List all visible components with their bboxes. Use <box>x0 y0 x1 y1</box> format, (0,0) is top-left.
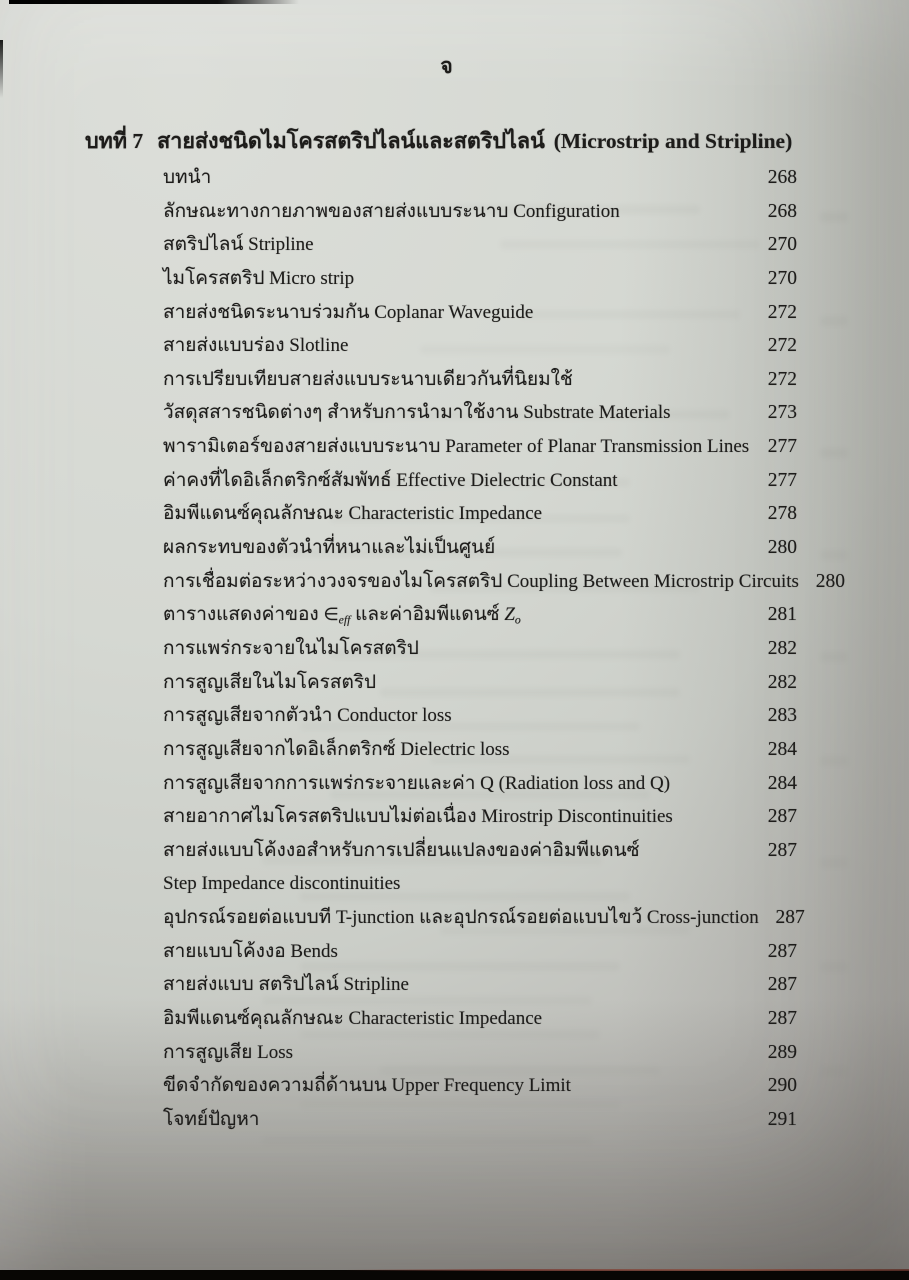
toc-entry-page-number: 280 <box>815 570 845 592</box>
toc-entry-page-number: 284 <box>767 772 797 794</box>
toc-entry <box>163 565 845 599</box>
toc-entry <box>163 800 797 834</box>
photo-edge-bottom <box>0 1270 909 1280</box>
toc-entry-label: บทนำ <box>163 167 212 188</box>
toc-label-segment: ∈ <box>323 605 339 626</box>
toc-entry-page-number: 287 <box>767 974 797 996</box>
toc-entry-label: สายอากาศไมโครสตริปแบบไม่ต่อเนื่อง Mirostrip Discontinuities <box>163 806 673 828</box>
toc-entry-label: การสูญเสียในไมโครสตริป <box>163 671 377 693</box>
toc-label-segment: ตารางแสดงค่าของ <box>163 604 324 626</box>
toc-entry-label: การเชื่อมต่อระหว่างวงจรของไมโครสตริป Coupling Between Microstrip Circuits <box>163 570 799 592</box>
toc-entry <box>163 834 797 868</box>
toc-entry <box>163 632 797 666</box>
toc-entry-page-number: 277 <box>767 469 797 491</box>
chapter-number: บทที่ 7 <box>85 129 144 153</box>
toc-entry-label: สตริปไลน์ Stripline <box>163 234 314 256</box>
toc-entry <box>163 296 797 330</box>
toc-entry <box>163 666 797 700</box>
ghost-bleed-mark <box>820 858 848 868</box>
ghost-bleed-mark <box>820 652 848 662</box>
toc-entry-page-number: 270 <box>767 267 797 289</box>
toc-entry-label: อิมพีแดนซ์คุณลักษณะ Characteristic Impedance <box>163 1008 543 1030</box>
toc-entry <box>163 161 797 195</box>
toc-entry-label: Step Impedance discontinuities <box>163 873 401 895</box>
page-folio: จ <box>440 54 453 78</box>
toc-entry <box>163 968 797 1002</box>
toc-entry-page-number: 272 <box>767 335 797 357</box>
toc-entry-page-number: 281 <box>767 604 797 626</box>
toc-entry-label: ลักษณะทางกายภาพของสายส่งแบบระนาบ Configuration <box>163 200 620 222</box>
chapter-title-thai: สายส่งชนิดไมโครสตริปไลน์และสตริปไลน์ <box>157 129 545 153</box>
toc-entry <box>163 1103 797 1137</box>
toc-entry-page-number: 272 <box>767 368 797 390</box>
toc-entry-page-number: 290 <box>767 1075 797 1097</box>
toc-entry-label: ขีดจำกัดของความถี่ด้านบน Upper Frequency Limit <box>163 1075 571 1097</box>
toc-entry <box>163 396 797 430</box>
toc-entry <box>163 262 797 296</box>
table-of-contents <box>163 161 845 1137</box>
toc-entry <box>163 901 805 935</box>
toc-entry-label: ค่าคงที่ไดอิเล็กตริกซ์สัมพัทธ์ Effective Dielectric Constant <box>163 469 618 491</box>
toc-entry-page-number: 287 <box>767 839 797 861</box>
toc-entry-page-number: 278 <box>767 503 797 525</box>
toc-entry <box>163 1069 797 1103</box>
toc-entry-page-number: 284 <box>767 738 797 760</box>
toc-entry-label: การสูญเสียจากการแพร่กระจายและค่า Q (Radiation loss and Q) <box>163 772 671 794</box>
toc-entry <box>163 430 797 464</box>
toc-entry <box>163 767 797 801</box>
toc-entry-page-number: 272 <box>767 301 797 323</box>
toc-entry-label: โจทย์ปัญหา <box>163 1108 260 1130</box>
toc-entry <box>163 464 797 498</box>
toc-entry-page-number: 268 <box>767 167 797 188</box>
toc-entry <box>163 329 797 363</box>
photo-edge-left <box>0 40 3 98</box>
toc-entry-label: สายส่งชนิดระนาบร่วมกัน Coplanar Waveguide <box>163 301 534 323</box>
ghost-bleed-mark <box>820 316 848 326</box>
toc-entry-page-number: 280 <box>767 537 797 559</box>
toc-entry-page-number: 282 <box>767 671 797 693</box>
toc-entry-label: ผลกระทบของตัวนำที่หนาและไม่เป็นศูนย์ <box>163 537 496 559</box>
toc-entry <box>163 935 797 969</box>
toc-entry-page-number: 273 <box>767 402 797 424</box>
toc-entry-label: การแพร่กระจายในไมโครสตริป <box>163 637 419 659</box>
toc-entry <box>163 699 797 733</box>
toc-entry-label: สายส่งแบบ สตริปไลน์ Stripline <box>163 974 409 996</box>
toc-entry-page-number: 291 <box>767 1108 797 1130</box>
toc-entry-page-number: 287 <box>767 940 797 962</box>
toc-entry-label: ไมโครสตริป Micro strip <box>163 267 355 289</box>
toc-entry <box>163 598 797 632</box>
toc-entry-page-number: 287 <box>767 806 797 828</box>
toc-entry <box>163 867 797 901</box>
toc-entry <box>163 195 797 229</box>
toc-entry-label: การสูญเสีย Loss <box>163 1041 294 1063</box>
book-page-edges <box>345 1269 909 1271</box>
toc-entry-label: สายส่งแบบร่อง Slotline <box>163 335 349 357</box>
toc-entry-page-number: 287 <box>767 1008 797 1030</box>
ghost-bleed-mark <box>820 212 848 222</box>
toc-entry <box>163 1036 797 1070</box>
toc-entry <box>163 1002 797 1036</box>
toc-entry-label: สายแบบโค้งงอ Bends <box>163 940 338 962</box>
toc-entry-label: การเปรียบเทียบสายส่งแบบระนาบเดียวกันที่นิยมใช้ <box>163 368 573 390</box>
toc-label-segment: และค่าอิมพีแดนซ์ <box>350 604 505 626</box>
toc-entry-label: การสูญเสียจากไดอิเล็กตริกซ์ Dielectric loss <box>163 738 510 760</box>
toc-label-segment: o <box>514 613 521 627</box>
ghost-bleed-mark <box>262 1136 592 1145</box>
toc-entry-label: วัสดุสสารชนิดต่างๆ สำหรับการนำมาใช้งาน Substrate Materials <box>163 402 671 424</box>
toc-entry-page-number: 283 <box>767 705 797 727</box>
toc-label-segment: eff <box>338 613 351 627</box>
toc-entry-label: อิมพีแดนซ์คุณลักษณะ Characteristic Impedance <box>163 503 543 525</box>
ghost-bleed-mark <box>820 756 848 766</box>
toc-entry <box>163 497 797 531</box>
toc-entry <box>163 228 797 262</box>
toc-entry-label: การสูญเสียจากตัวนำ Conductor loss <box>163 705 452 727</box>
toc-entry-page-number: 289 <box>767 1041 797 1063</box>
ghost-bleed-mark <box>820 962 848 972</box>
toc-entry-page-number: 277 <box>767 436 797 458</box>
toc-entry-page-number: 287 <box>775 907 805 929</box>
toc-entry-page-number: 268 <box>767 200 797 222</box>
toc-entry-label: อุปกรณ์รอยต่อแบบที T-junction และอุปกรณ์รอยต่อแบบไขว้ Cross-junction <box>163 907 759 929</box>
chapter-heading <box>85 124 869 158</box>
toc-entry <box>163 733 797 767</box>
ghost-bleed-mark <box>820 1168 848 1178</box>
toc-label-segment: Z <box>504 604 515 626</box>
ghost-bleed-mark <box>820 550 848 560</box>
toc-entry-label: สายส่งแบบโค้งงอสำหรับการเปลี่ยนแปลงของค่าอิมพีแดนซ์ <box>163 839 640 861</box>
toc-entry <box>163 363 797 397</box>
ghost-bleed-mark <box>820 448 848 458</box>
toc-entry <box>163 531 797 565</box>
ghost-bleed-mark <box>820 1066 848 1076</box>
chapter-title-english: (Microstrip and Stripline) <box>553 129 793 153</box>
toc-entry-page-number: 282 <box>767 637 797 659</box>
toc-entry-label: พารามิเตอร์ของสายส่งแบบระนาบ Parameter of Planar Transmission Lines <box>163 436 750 458</box>
photo-edge-top <box>9 0 299 4</box>
toc-entry-page-number: 270 <box>767 234 797 256</box>
